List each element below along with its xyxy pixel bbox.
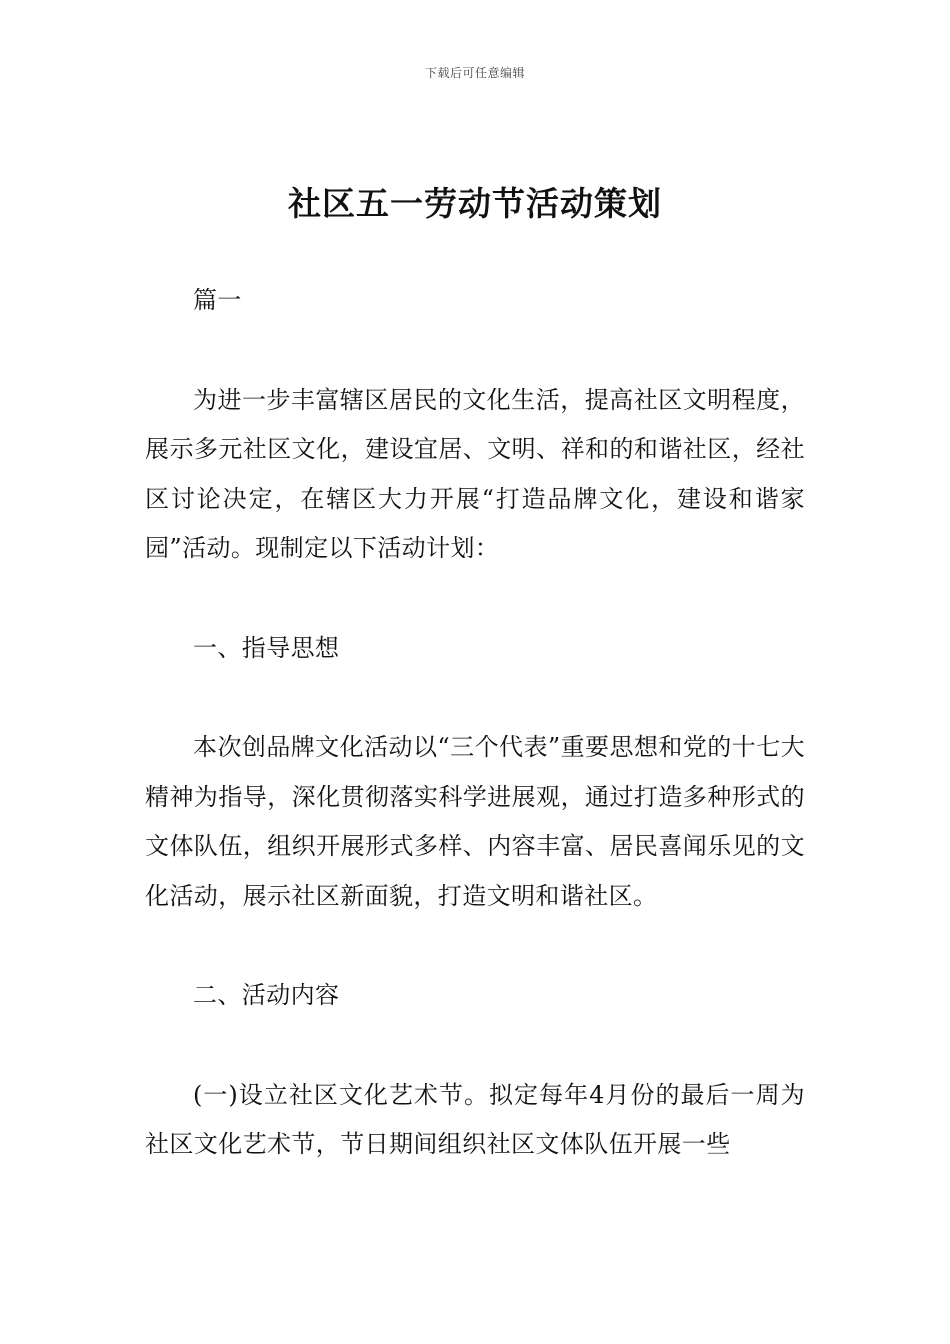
heading-activity-content: 二、活动内容 — [193, 981, 340, 1009]
paragraph-gap — [145, 574, 805, 624]
paragraph-gap — [145, 673, 805, 723]
activity-content-paragraph: (一)设立社区文化艺术节。拟定每年4月份的最后一周为社区文化艺术节，节日期间组织社区文体队伍开展一些 — [145, 1080, 805, 1158]
document-title: 社区五一劳动节活动策划 — [288, 184, 662, 223]
document-body — [145, 276, 805, 1170]
heading-guiding-ideology: 一、指导思想 — [193, 633, 340, 662]
paragraph-gap — [145, 1021, 805, 1071]
paragraph-gap — [145, 921, 805, 971]
guiding-ideology-paragraph: 本次创品牌文化活动以“三个代表”重要思想和党的十七大精神为指导，深化贯彻落实科学进展观，通过打造多种形式的文体队伍，组织开展形式多样、内容丰富、居民喜闻乐见的文化活动，展示社区新面貌，打造文明和谐社区。 — [145, 733, 805, 910]
section-label-part-one: 篇一 — [193, 286, 242, 314]
intro-paragraph: 为进一步丰富辖区居民的文化生活，提高社区文明程度，展示多元社区文化，建设宜居、文明、祥和的和谐社区，经社区讨论决定，在辖区大力开展“打造品牌文化，建设和谐家园”活动。现制定以下活动计划： — [145, 385, 805, 562]
paragraph-gap — [145, 326, 805, 376]
header-note: 下载后可任意编辑 — [424, 66, 525, 80]
